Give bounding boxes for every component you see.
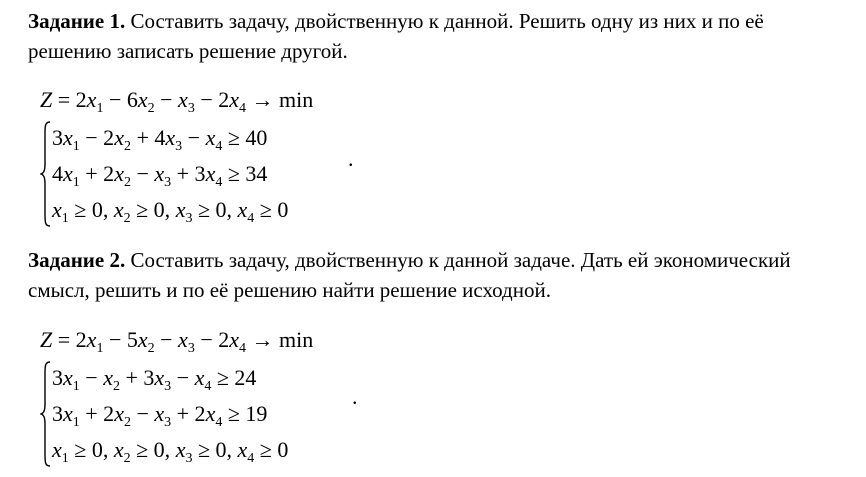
task-2-constraint-3: $x_1 \ge 0$, $x_2 \ge 0$, $x_3 \ge 0$, $x_4 \ge 0$ (52, 437, 289, 466)
task-1-objective: $Z = 2x_1 - 6x_2 - x_3 - 2x_4 \to \min$ (40, 87, 314, 116)
task-1-constraint-2: $4x_1 + 2x_2 - x_3 + 3x_4 \ge 34$ (52, 161, 268, 190)
task-2-objective: $Z = 2x_1 - 5x_2 - x_3 - 2x_4 \to \min$ (40, 327, 314, 356)
task-2-period: . (352, 384, 358, 409)
task-2-constraint-1: $3x_1 - x_2 + 3x_3 - x_4 \ge 24$ (52, 365, 257, 394)
task-1-constraint-1: $3x_1 - 2x_2 + 4x_3 - x_4 \ge 40$ (52, 125, 268, 154)
task-1-text: Составить задачу, двойственную к данной. Решить одну из них и по её решению записать решение другой. (28, 9, 764, 63)
task-2-heading: Задание 2. (28, 248, 126, 272)
left-brace-icon (40, 360, 52, 468)
task-2-constraint-2: $3x_1 + 2x_2 - x_3 + 2x_4 \ge 19$ (52, 401, 268, 430)
task-1-constraint-3: $x_1 \ge 0$, $x_2 \ge 0$, $x_3 \ge 0$, $x_4 \ge 0$ (52, 197, 289, 226)
left-brace-icon (40, 120, 52, 228)
task-1-statement (28, 6, 848, 66)
task-1-heading: Задание 1. (28, 9, 126, 33)
task-1-period: . (348, 146, 354, 171)
task-2-statement (28, 245, 848, 305)
task-2-text: Составить задачу, двойственную к данной задаче. Дать ей экономический смысл, решить и по её решению найти решение исходной. (28, 248, 791, 302)
